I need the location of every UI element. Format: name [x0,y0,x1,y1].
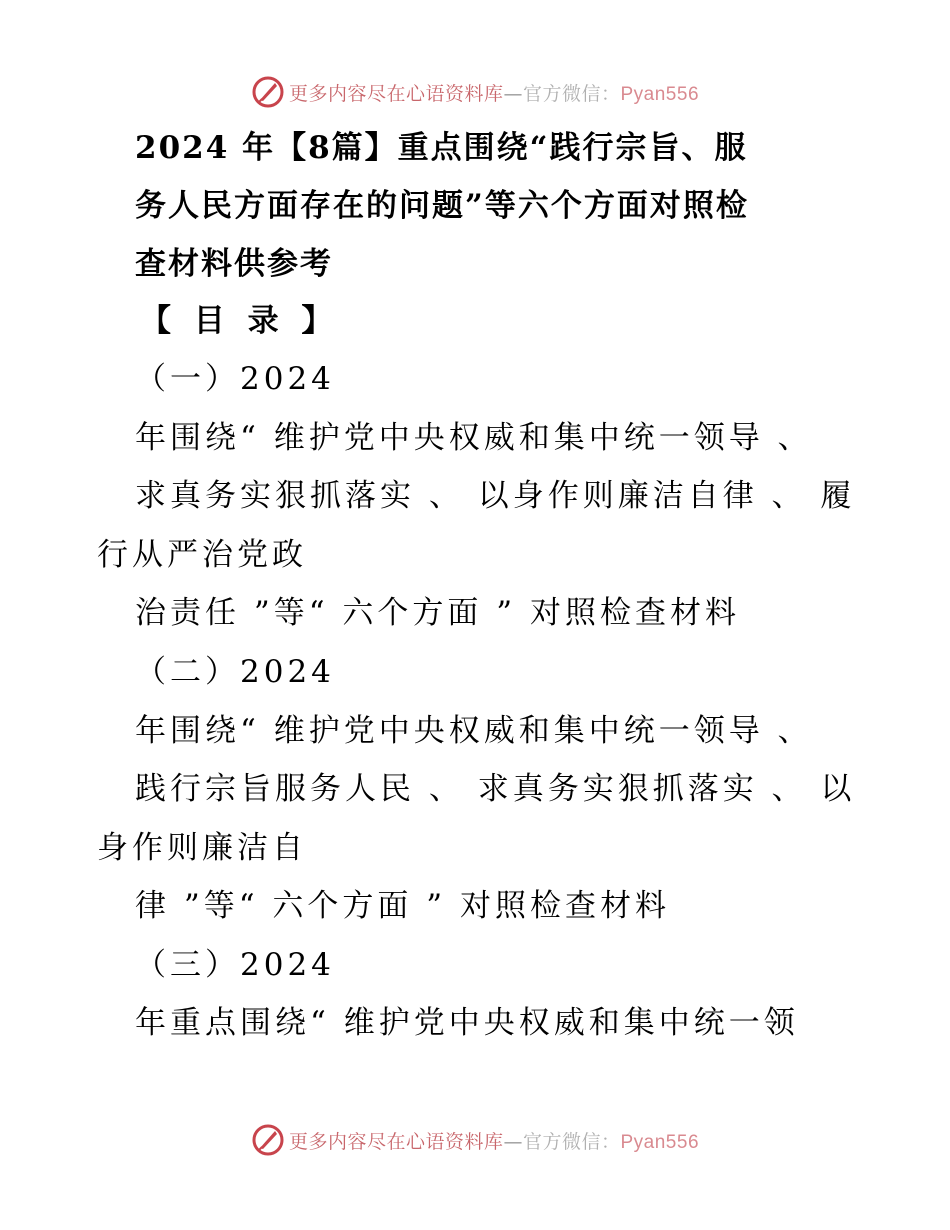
toc-line-2: 年围绕“ 维护党中央权威和集中统一领导 、 [135,420,813,456]
banner-main-text: 更多内容尽在心语资料库 [288,1130,504,1153]
banner-wechat-id: Pyan556 [620,1131,700,1153]
header-watermark-banner [0,72,950,112]
toc-line-6: （二）2024 [135,654,335,690]
toc-line-4: 行从严治党政 [97,537,307,573]
banner-text [289,79,699,106]
banner-text [289,1127,699,1154]
quill-logo-icon [251,75,285,109]
banner-wechat-id: Pyan556 [620,83,700,105]
banner-main-text: 更多内容尽在心语资料库 [288,82,504,105]
toc-line-8: 践行宗旨服务人民 、 求真务实狠抓落实 、 以 [135,771,856,807]
toc-line-9: 身作则廉洁自 [97,830,307,866]
banner-dash: — [503,82,523,105]
title-line-2: 务人民方面存在的问题”等六个方面对照检 [135,188,749,224]
toc-heading: 【 目 录 】 [140,303,339,339]
toc-line-10: 律 ”等“ 六个方面 ” 对照检查材料 [135,888,670,924]
banner-wechat-label: 官方微信： [522,1130,621,1153]
quill-logo-icon [251,1123,285,1157]
title-line-3: 查材料供参考 [135,246,333,282]
toc-line-3: 求真务实狠抓落实 、 以身作则廉洁自律 、 履 [135,478,856,514]
toc-line-7: 年围绕“ 维护党中央权威和集中统一领导 、 [135,713,813,749]
banner-wechat-label: 官方微信： [522,82,621,105]
toc-line-11: （三）2024 [135,947,335,983]
toc-line-1: （一）2024 [135,361,335,397]
toc-line-5: 治责任 ”等“ 六个方面 ” 对照检查材料 [135,595,740,631]
footer-watermark-banner [0,1120,950,1160]
banner-dash: — [503,1130,523,1153]
toc-line-12: 年重点围绕“ 维护党中央权威和集中统一领 [135,1005,799,1041]
title-line-1: 2024 年【8篇】重点围绕“践行宗旨、服 [135,130,748,166]
